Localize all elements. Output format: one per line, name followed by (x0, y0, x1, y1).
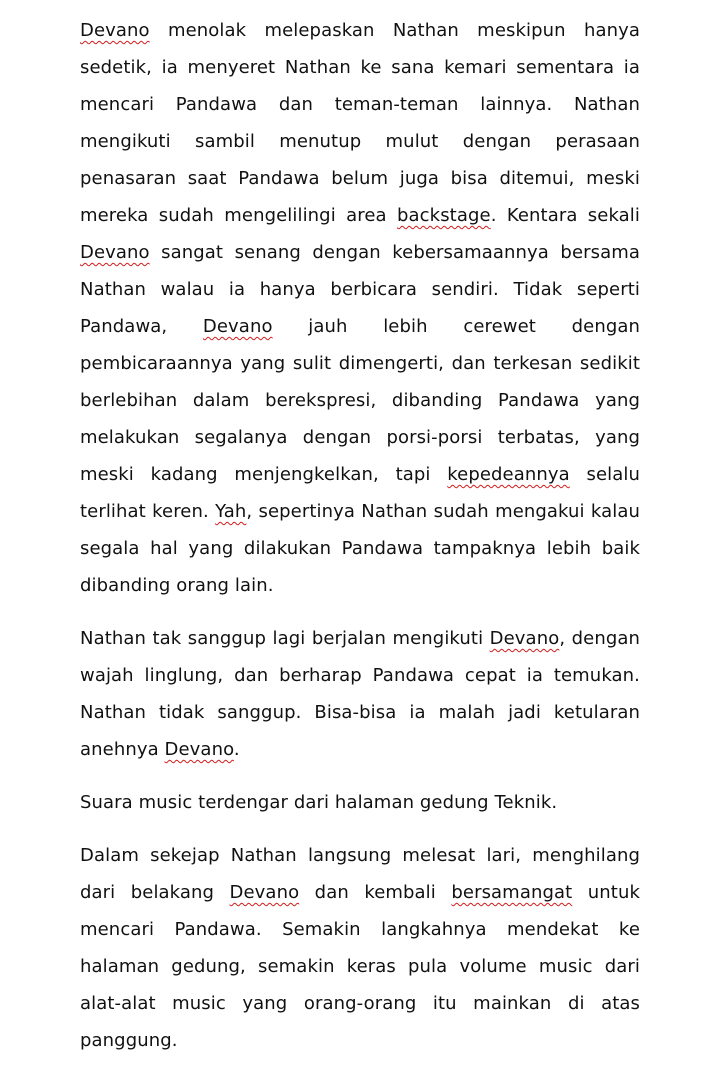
text-run: , sepertinya Nathan sudah mengakui kalau segala hal yang dilakukan Pandawa tampaknya lebih baik dibanding orang lain. (80, 501, 640, 596)
misspelled-word[interactable]: kepedeannya (447, 464, 570, 485)
paragraph-3 (80, 784, 640, 821)
misspelled-word[interactable]: Devano (489, 628, 560, 649)
text-run: . Kentara sekali (490, 205, 640, 226)
paragraph-4 (80, 837, 640, 1059)
misspelled-word[interactable]: Devano (80, 20, 150, 41)
text-run: . (233, 739, 240, 760)
paragraph-2 (80, 620, 640, 768)
text-run: dan kembali (299, 882, 452, 903)
text-run: Nathan tak sanggup lagi berjalan mengikuti (80, 628, 490, 649)
misspelled-word[interactable]: Devano (164, 739, 234, 760)
text-run: jauh lebih cerewet dengan pembicaraannya yang sulit dimengerti, dan terkesan sedikit berlebihan dalam berekspresi, dibanding Pandawa yang melakukan segalanya dengan porsi-porsi terbatas, yang meski kadang menjengkelkan, tapi (80, 316, 640, 485)
misspelled-word[interactable]: Devano (229, 882, 300, 903)
misspelled-word[interactable]: Yah (215, 501, 247, 522)
text-run: Suara music terdengar dari halaman gedung Teknik. (80, 792, 558, 813)
document-body[interactable] (80, 12, 640, 1075)
text-run: , dengan wajah linglung, dan berharap Pandawa cepat ia temukan. Nathan tidak sanggup. Bisa-bisa ia malah jadi ketularan anehnya (80, 628, 640, 760)
text-run: menolak melepaskan Nathan meskipun hanya sedetik, ia menyeret Nathan ke sana kemari sementara ia mencari Pandawa dan teman-teman lainnya. Nathan mengikuti sambil menutup mulut dengan perasaan penasaran saat Pandawa belum juga bisa ditemui, meski mereka sudah mengelilingi area (80, 20, 640, 226)
text-run: sangat senang dengan kebersamaannya bersama Nathan walau ia hanya berbicara sendiri. Tidak seperti Pandawa, (80, 242, 640, 337)
misspelled-word[interactable]: Devano (202, 316, 273, 337)
misspelled-word[interactable]: bersamangat (451, 882, 573, 903)
paragraph-1 (80, 12, 640, 604)
text-run: selalu terlihat keren. (80, 464, 640, 522)
text-run: untuk mencari Pandawa. Semakin langkahnya mendekat ke halaman gedung, semakin keras pula volume music dari alat-alat music yang orang-orang itu mainkan di atas panggung. (80, 882, 640, 1051)
misspelled-word[interactable]: Devano (80, 242, 150, 263)
misspelled-word[interactable]: backstage (397, 205, 491, 226)
text-run: Dalam sekejap Nathan langsung melesat lari, menghilang dari belakang (80, 845, 640, 903)
